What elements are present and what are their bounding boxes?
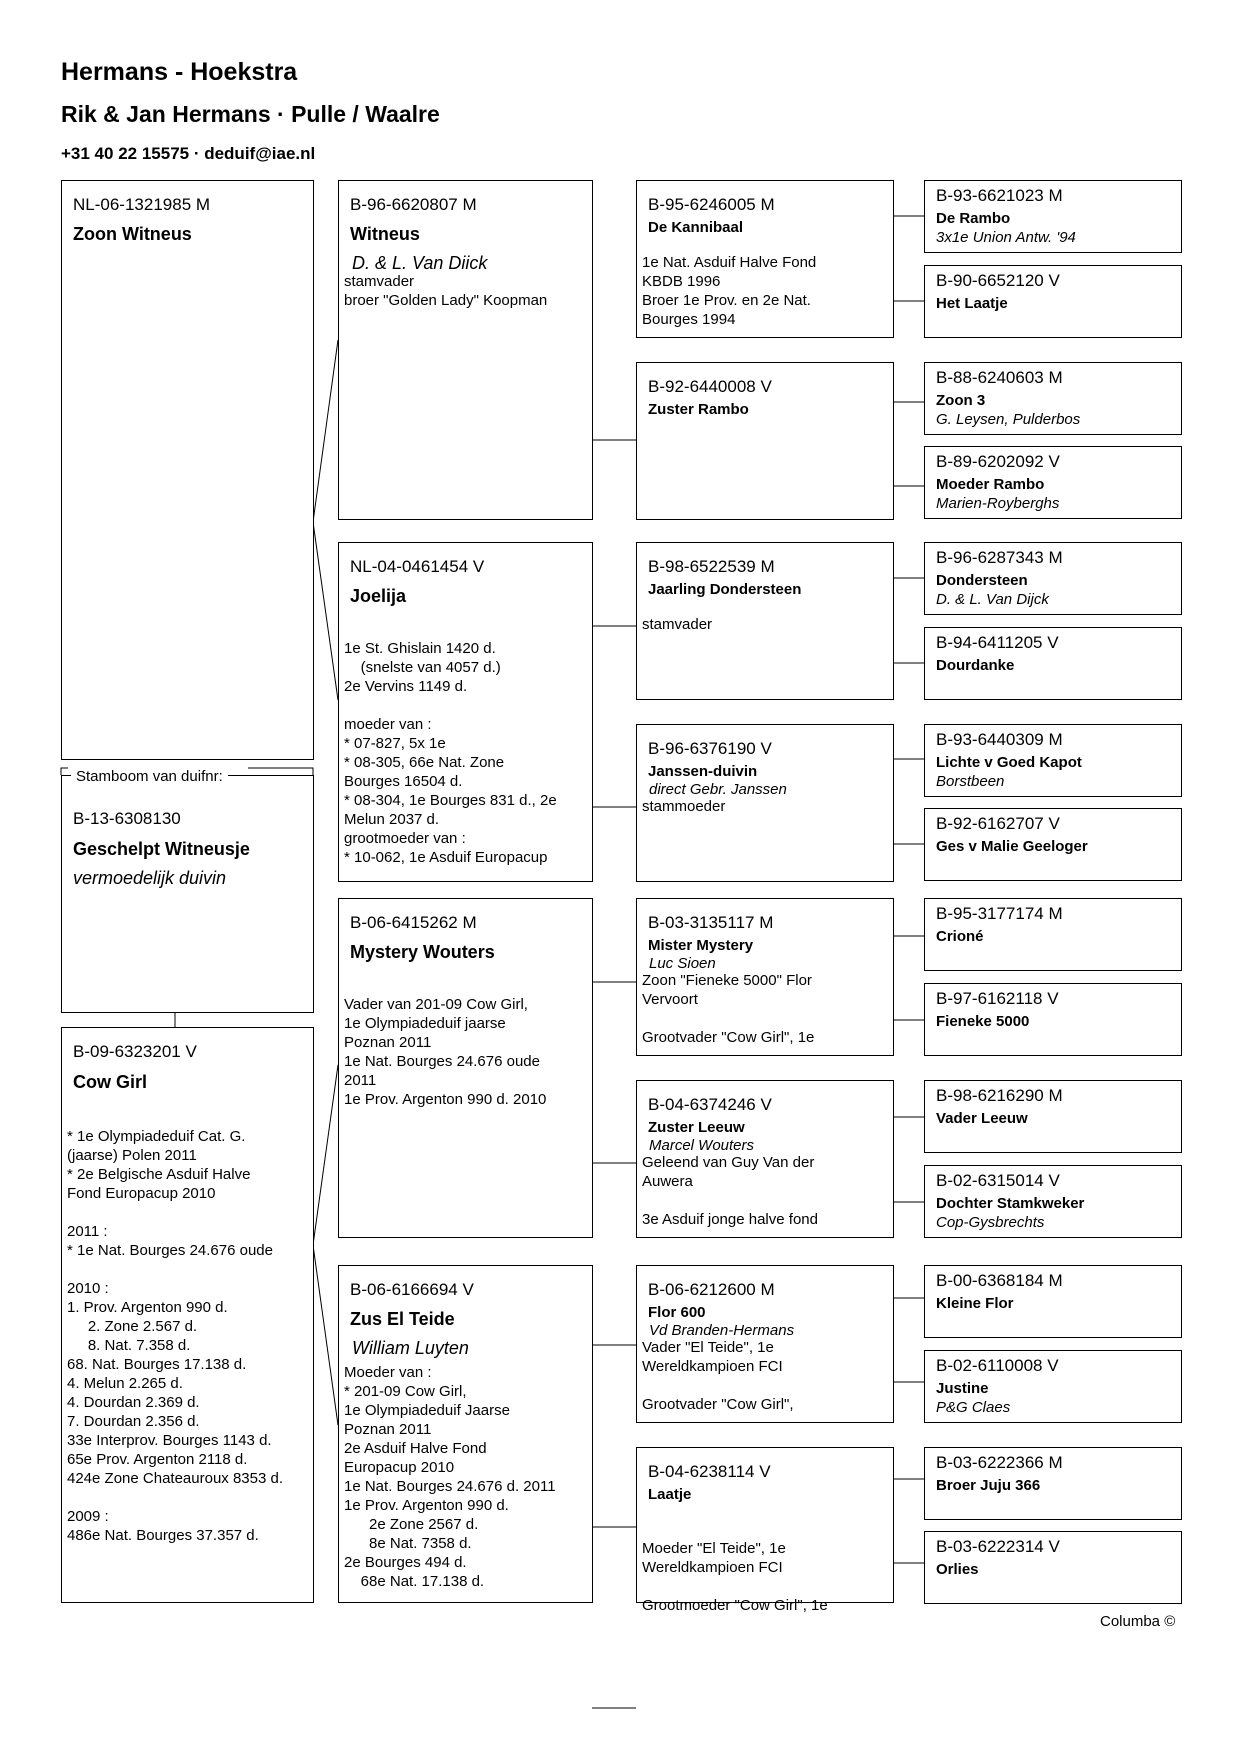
ggp-breeder: Luc Sioen xyxy=(649,955,716,972)
gp-name: Witneus xyxy=(350,224,420,244)
page-title: Hermans - Hoekstra xyxy=(61,58,298,86)
sire-ring: NL-06-1321985 M xyxy=(73,195,211,214)
gp-ring: B-06-6415262 M xyxy=(350,913,477,932)
dam-name: Cow Girl xyxy=(73,1072,148,1092)
g4-card xyxy=(924,1265,1182,1338)
g4-ring: B-03-6222366 M xyxy=(936,1453,1063,1472)
gp-info: Vader van 201-09 Cow Girl, 1e Olympiadeduif jaarse Poznan 2011 1e Nat. Bourges 24.676 oude 2011 1e Prov. Argenton 990 d. 2010 xyxy=(344,996,547,1108)
g4-card xyxy=(924,1447,1182,1520)
footer-credit: Columba © xyxy=(1100,1613,1176,1630)
gp-info: stamvader broer "Golden Lady" Koopman xyxy=(344,273,548,309)
g4-ring: B-02-6110008 V xyxy=(936,1356,1059,1375)
dam-info: * 1e Olympiadeduif Cat. G. (jaarse) Polen 2011 * 2e Belgische Asduif Halve Fond Europacup 2010 2011 : * 1e Nat. Bourges 24.676 oude 2010 : 1. Prov. Argenton 990 d. 2. Zone 2.567 d. 8. Nat. 7.358 d. 68. Nat. Bourges 17.138 d. 4. Melun 2.265 d. 4. Dourdan 2.369 d. 7. Dourdan 2.356 d. 33e Interprov. Bourges 1143 d. 65e Prov. Argenton 2118 d. 424e Zone Chateauroux 8353 d. 2009 : 486e Nat. Bourges 37.357 d. xyxy=(67,1128,283,1544)
g4-name: Ges v Malie Geeloger xyxy=(936,838,1088,855)
ggp-ring: B-06-6212600 M xyxy=(648,1280,775,1299)
g4-card xyxy=(924,1350,1182,1423)
g4-ring: B-90-6652120 V xyxy=(936,271,1060,290)
ggp-ring: B-95-6246005 M xyxy=(648,195,775,214)
gp-breeder: William Luyten xyxy=(352,1338,469,1358)
g4-card xyxy=(924,542,1182,615)
ggp-card xyxy=(636,1080,894,1238)
grandparent-card-sd xyxy=(338,542,593,882)
g4-ring: B-93-6621023 M xyxy=(936,186,1063,205)
g4-name: Lichte v Goed Kapot xyxy=(936,754,1082,771)
g4-note: Cop-Gysbrechts xyxy=(936,1214,1045,1231)
dam-card xyxy=(61,1027,314,1603)
g4-card xyxy=(924,627,1182,700)
ggp-ring: B-04-6238114 V xyxy=(648,1462,771,1481)
ggp-breeder: Marcel Wouters xyxy=(649,1137,755,1154)
gp-ring: B-96-6620807 M xyxy=(350,195,477,214)
ggp-ring: B-04-6374246 V xyxy=(648,1095,772,1114)
g4-name: Dondersteen xyxy=(936,572,1028,589)
g4-name: Kleine Flor xyxy=(936,1295,1014,1312)
dam-ring: B-09-6323201 V xyxy=(73,1042,197,1061)
ggp-info: Moeder "El Teide", 1e Wereldkampioen FCI Grootmoeder "Cow Girl", 1e xyxy=(642,1540,828,1614)
ggp-info: 1e Nat. Asduif Halve Fond KBDB 1996 Broer 1e Prov. en 2e Nat. Bourges 1994 xyxy=(642,254,817,328)
g4-card xyxy=(924,724,1182,797)
grandparent-card-dd xyxy=(338,1265,593,1603)
g4-card xyxy=(924,1165,1182,1238)
pedigree-label: Stamboom van duifnr: xyxy=(71,768,228,785)
ggp-info: stammoeder xyxy=(642,798,726,815)
sire-card xyxy=(61,180,314,760)
gp-ring: NL-04-0461454 V xyxy=(350,557,485,576)
subject-ring: B-13-6308130 xyxy=(73,809,181,828)
ggp-ring: B-03-3135117 M xyxy=(648,913,774,932)
g4-note: D. & L. Van Dijck xyxy=(936,591,1049,608)
g4-card xyxy=(924,362,1182,435)
g4-name: Dourdanke xyxy=(936,657,1015,674)
ggp-ring: B-92-6440008 V xyxy=(648,377,772,396)
g4-ring: B-88-6240603 M xyxy=(936,368,1063,387)
g4-note: P&G Claes xyxy=(936,1399,1011,1416)
g4-name: Moeder Rambo xyxy=(936,476,1045,493)
g4-name: Crioné xyxy=(936,928,984,945)
grandparent-card-ss xyxy=(338,180,593,520)
ggp-card xyxy=(636,724,894,882)
gp-name: Joelija xyxy=(350,586,407,606)
g4-name: Orlies xyxy=(936,1561,979,1578)
g4-note: Marien-Royberghs xyxy=(936,495,1060,512)
gp-info: 1e St. Ghislain 1420 d. (snelste van 4057 d.) 2e Vervins 1149 d. moeder van : * 07-827, 5x 1e * 08-305, 66e Nat. Zone Bourges 16504 d. * 08-304, 1e Bourges 831 d., 2e Melun 2037 d. grootmoeder van : * 10-062, 1e Asduif Europacup xyxy=(344,640,557,866)
g4-card xyxy=(924,265,1182,338)
sire-name: Zoon Witneus xyxy=(73,224,192,244)
gp-breeder: D. & L. Van Diick xyxy=(352,253,488,273)
g4-ring: B-97-6162118 V xyxy=(936,989,1059,1008)
ggp-ring: B-96-6376190 V xyxy=(648,739,772,758)
g4-card xyxy=(924,1080,1182,1153)
g4-ring: B-92-6162707 V xyxy=(936,814,1060,833)
ggp-card xyxy=(636,362,894,520)
ggp-name: Zuster Leeuw xyxy=(648,1119,745,1136)
ggp-name: Zuster Rambo xyxy=(648,401,749,418)
ggp-breeder: Vd Branden-Hermans xyxy=(649,1322,795,1339)
ggp-card xyxy=(636,180,894,338)
g4-note: Borstbeen xyxy=(936,773,1005,790)
ggp-name: Jaarling Dondersteen xyxy=(648,581,802,598)
g4-name: Vader Leeuw xyxy=(936,1110,1028,1127)
ggp-name: De Kannibaal xyxy=(648,219,744,236)
g4-name: Fieneke 5000 xyxy=(936,1013,1030,1030)
g4-ring: B-00-6368184 M xyxy=(936,1271,1063,1290)
ggp-card xyxy=(636,542,894,700)
g4-card xyxy=(924,180,1182,253)
g4-name: Broer Juju 366 xyxy=(936,1477,1041,1494)
ggp-info: Zoon "Fieneke 5000" Flor Vervoort Grootvader "Cow Girl", 1e xyxy=(642,972,815,1046)
g4-name: Zoon 3 xyxy=(936,392,986,409)
subject-name: Geschelpt Witneusje xyxy=(73,839,250,859)
g4-ring: B-96-6287343 M xyxy=(936,548,1063,567)
ggp-name: Laatje xyxy=(648,1486,692,1503)
ggp-name: Janssen-duivin xyxy=(648,763,758,780)
grandparent-card-ds xyxy=(338,898,593,1238)
g4-name: Justine xyxy=(936,1380,989,1397)
ggp-ring: B-98-6522539 M xyxy=(648,557,775,576)
subject-card xyxy=(61,775,314,1013)
subject-note: vermoedelijk duivin xyxy=(73,868,227,888)
ggp-info: Geleend van Guy Van der Auwera 3e Asduif jonge halve fond xyxy=(642,1154,818,1228)
g4-card xyxy=(924,808,1182,881)
ggp-card xyxy=(636,1265,894,1423)
g4-note: G. Leysen, Pulderbos xyxy=(936,411,1081,428)
g4-ring: B-98-6216290 M xyxy=(936,1086,1063,1105)
g4-note: 3x1e Union Antw. '94 xyxy=(936,229,1076,246)
gp-name: Mystery Wouters xyxy=(350,942,495,962)
g4-ring: B-93-6440309 M xyxy=(936,730,1063,749)
ggp-card xyxy=(636,1447,894,1614)
g4-name: Het Laatje xyxy=(936,295,1008,312)
g4-card xyxy=(924,898,1182,971)
ggp-name: Flor 600 xyxy=(648,1304,706,1321)
g4-card xyxy=(924,983,1182,1056)
gp-info: Moeder van : * 201-09 Cow Girl, 1e Olympiadeduif Jaarse Poznan 2011 2e Asduif Halve Fond Europacup 2010 1e Nat. Bourges 24.676 d. 2011 1e Prov. Argenton 990 d. 2e Zone 2567 d. 8e Nat. 7358 d. 2e Bourges 494 d. 68e Nat. 17.138 d. xyxy=(344,1364,556,1590)
g4-card xyxy=(924,1531,1182,1604)
g4-name: Dochter Stamkweker xyxy=(936,1195,1085,1212)
g4-card xyxy=(924,446,1182,519)
g4-ring: B-03-6222314 V xyxy=(936,1537,1060,1556)
ggp-info: Vader "El Teide", 1e Wereldkampioen FCI Grootvader "Cow Girl", xyxy=(642,1339,794,1413)
g4-ring: B-89-6202092 V xyxy=(936,452,1060,471)
gp-ring: B-06-6166694 V xyxy=(350,1280,474,1299)
g4-ring: B-95-3177174 M xyxy=(936,904,1063,923)
gp-name: Zus El Teide xyxy=(350,1309,455,1329)
page-subtitle: Rik & Jan Hermans · Pulle / Waalre xyxy=(61,101,440,127)
g4-ring: B-02-6315014 V xyxy=(936,1171,1060,1190)
ggp-breeder: direct Gebr. Janssen xyxy=(649,781,787,798)
ggp-name: Mister Mystery xyxy=(648,937,754,954)
ggp-info: stamvader xyxy=(642,616,713,633)
g4-ring: B-94-6411205 V xyxy=(936,633,1059,652)
g4-name: De Rambo xyxy=(936,210,1011,227)
contact-line: +31 40 22 15575 · deduif@iae.nl xyxy=(61,144,316,163)
ggp-card xyxy=(636,898,894,1056)
